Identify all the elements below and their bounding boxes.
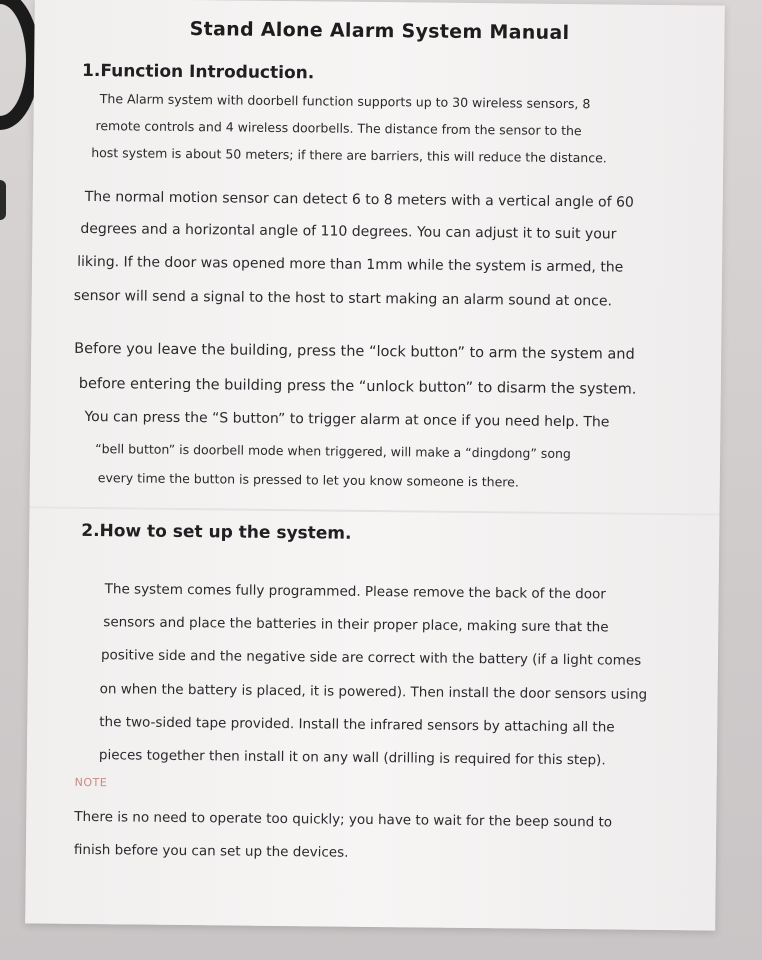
section-2-paragraph-line: The system comes fully programmed. Please remove the back of the door xyxy=(104,581,606,603)
section-1-paragraph-1-line: The Alarm system with doorbell function supports up to 30 wireless sensors, 8 xyxy=(99,91,591,112)
note-label: NOTE xyxy=(74,775,108,790)
section-2-paragraph-line: the two-sided tape provided. Install the infrared sensors by attaching all the xyxy=(99,714,615,736)
section-1-paragraph-3-line: every time the button is pressed to let you know someone is there. xyxy=(97,470,519,490)
section-2-paragraph-line: positive side and the negative side are correct with the battery (if a light comes xyxy=(100,647,642,669)
note-line: finish before you can set up the devices. xyxy=(73,841,349,861)
section-1-paragraph-3-line: “bell button” is doorbell mode when triggered, will make a “dingdong” song xyxy=(95,441,571,462)
note-line: There is no need to operate too quickly; you have to wait for the beep sound to xyxy=(74,808,613,831)
section-1-paragraph-2-line: The normal motion sensor can detect 6 to 8 meters with a vertical angle of 60 xyxy=(84,188,634,211)
document-title: Stand Alone Alarm System Manual xyxy=(189,18,570,45)
section-1-paragraph-2-line: sensor will send a signal to the host to start making an alarm sound at once. xyxy=(73,287,613,310)
paper-fold xyxy=(30,506,720,515)
section-1-paragraph-1-line: remote controls and 4 wireless doorbells. The distance from the sensor to the xyxy=(95,118,582,139)
section-1-paragraph-3-line: You can press the “S button” to trigger alarm at once if you need help. The xyxy=(84,408,610,431)
section-1-paragraph-3-line: before entering the building press the “unlock button” to disarm the system. xyxy=(78,375,637,398)
manual-sheet xyxy=(25,0,725,931)
cable-end xyxy=(0,180,6,220)
section-1-paragraph-2-line: liking. If the door was opened more than 1mm while the system is armed, the xyxy=(77,253,624,276)
section-2-paragraph-line: on when the battery is placed, it is powered). Then install the door sensors using xyxy=(99,681,648,703)
section-1-paragraph-1-line: host system is about 50 meters; if there are barriers, this will reduce the distance. xyxy=(91,145,607,166)
section-1-paragraph-2-line: degrees and a horizontal angle of 110 degrees. You can adjust it to suit your xyxy=(80,220,617,243)
section-2-heading: 2.How to set up the system. xyxy=(81,520,352,544)
section-1-paragraph-3-line: Before you leave the building, press the “lock button” to arm the system and xyxy=(74,340,635,363)
section-2-paragraph-line: sensors and place the batteries in their proper place, making sure that the xyxy=(103,614,609,636)
section-1-heading: 1.Function Introduction. xyxy=(82,60,315,84)
section-2-paragraph-line: pieces together then install it on any wall (drilling is required for this step). xyxy=(98,747,606,769)
